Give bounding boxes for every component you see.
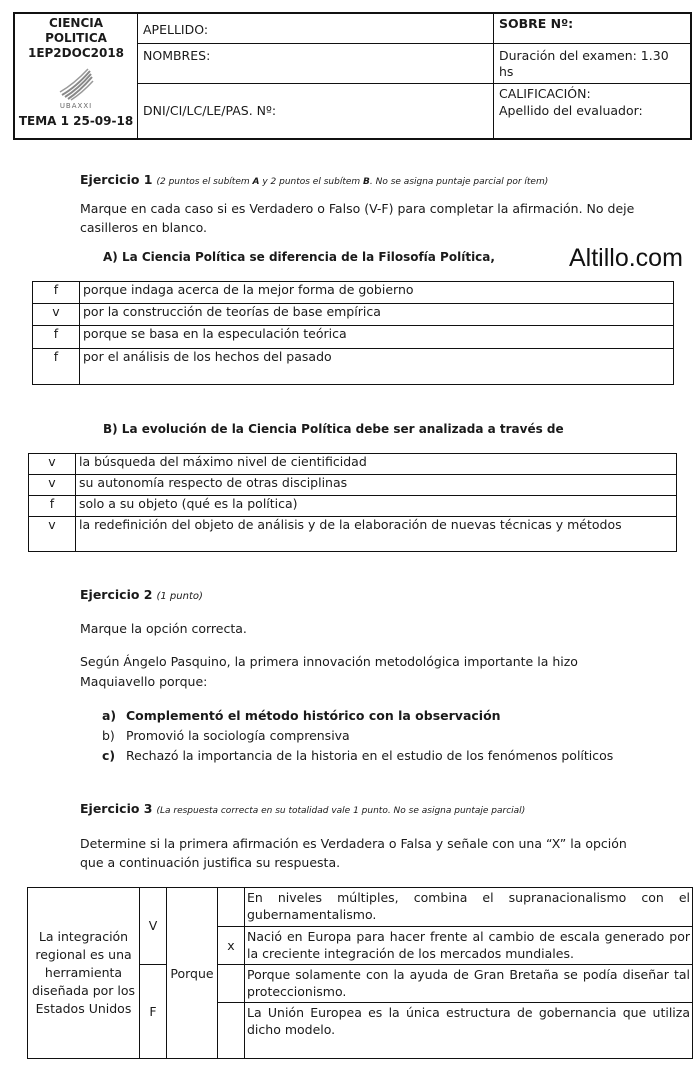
option-b[interactable] [102,726,350,746]
row-text: la redefinición del objeto de análisis y de la elaboración de nuevas técnicas y métodos [76,517,677,552]
ej1-a-table [32,281,674,385]
ej1-b-title: B) La evolución de la Ciencia Política debe ser analizada a través de [103,422,564,436]
row-text: por el análisis de los hechos del pasado [80,349,674,385]
ej1-b-table [28,453,677,552]
answer-mark[interactable]: v [29,475,76,496]
ej3-note: (La respuesta correcta en su totalidad vale 1 punto. No se asigna puntaje parcial) [156,806,526,816]
answer-mark[interactable]: f [33,326,80,349]
justification-mark[interactable] [218,888,245,927]
justification-mark[interactable] [218,965,245,1003]
justification-text: Nació en Europa para hacer frente al cambio de escala generado por la creciente integración de los mercados mundiales. [245,927,693,965]
ej1-instruction-2: casilleros en blanco. [80,220,208,235]
table-row [28,888,693,927]
ej3-heading [80,800,525,820]
table-row [33,349,674,385]
table-row [29,517,677,552]
ej1-note-mid: y 2 puntos el subítem [259,177,364,187]
option-a[interactable] [102,706,501,726]
option-label: b) [102,728,115,743]
ej3-title: Ejercicio 3 [80,801,153,816]
statement-cell: La integración regional es una herramienta diseñada por los Estados Unidos [28,888,140,1059]
row-text: solo a su objeto (qué es la política) [76,496,677,517]
calificacion-cell[interactable] [494,83,692,139]
exam-code: 1EP2DOC2018 [27,46,125,60]
ej3-instruction-2: que a continuación justifica su respuesta. [80,855,341,870]
ej1-instruction-1: Marque en cada caso si es Verdadero o Falso (V-F) para completar la afirmación. No deje [80,201,635,216]
ej1-heading [80,171,548,191]
nombres-field[interactable] [138,43,494,83]
row-text: porque se basa en la especulación teórica [80,326,674,349]
porque-cell: Porque [167,888,218,1059]
ej2-question-1: Según Ángelo Pasquino, la primera innovación metodológica importante la hizo [80,654,578,669]
ej2-heading [80,586,203,606]
option-label: a) [102,708,117,723]
ej1-a-title: A) La Ciencia Política se diferencia de la Filosofía Política, [103,250,495,264]
dni-label: DNI/CI/LC/LE/PAS. Nº: [143,103,277,119]
sobre-field[interactable] [494,13,692,43]
uba-logo-text: UBAXXI [59,102,93,110]
ej1-note-pre: (2 puntos el subítem [156,177,253,187]
justification-text: Porque solamente con la ayuda de Gran Bretaña se podía diseñar tal proteccionismo. [245,965,693,1003]
answer-mark[interactable]: v [29,517,76,552]
table-row [29,475,677,496]
option-text: Complementó el método histórico con la observación [126,708,501,723]
ej3-table [27,887,693,1059]
altillo-watermark: Altillo.com [569,244,683,272]
true-option[interactable]: V [140,888,167,965]
ej1-note-post: . No se asigna puntaje parcial por ítem) [369,177,549,187]
table-row [29,454,677,475]
exam-header [13,12,692,140]
option-text: Rechazó la importancia de la historia en el estudio de los fenómenos políticos [126,748,614,763]
tema-date: TEMA 1 25-09-18 [18,114,134,128]
ej2-question-2: Maquiavello porque: [80,674,208,689]
sobre-label: SOBRE Nº: [499,16,574,31]
duracion-cell [494,43,692,83]
answer-mark[interactable]: f [33,282,80,304]
ej2-note: (1 punto) [156,591,203,602]
justification-mark[interactable]: x [218,927,245,965]
false-option[interactable]: F [140,965,167,1059]
apellido-label: APELLIDO: [143,22,209,37]
table-row [33,282,674,304]
ej2-instruction: Marque la opción correcta. [80,621,247,636]
calificacion-label: CALIFICACIÓN: [499,85,591,101]
table-row [33,326,674,349]
table-row [33,304,674,326]
exam-info-cell [14,13,138,139]
ej2-title: Ejercicio 2 [80,587,153,602]
row-text: porque indaga acerca de la mejor forma de gobierno [80,282,674,304]
ej1-title: Ejercicio 1 [80,172,153,187]
justification-text: En niveles múltiples, combina el supranacionalismo con el gubernamentalismo. [245,888,693,927]
dni-field[interactable] [138,83,494,139]
answer-mark[interactable]: f [33,349,80,385]
answer-mark[interactable]: v [33,304,80,326]
evaluador-label: Apellido del evaluador: [499,102,643,118]
subject-name: CIENCIA POLITICA [45,16,107,45]
row-text: por la construcción de teorías de base empírica [80,304,674,326]
answer-mark[interactable]: f [29,496,76,517]
duracion-text: Duración del examen: 1.30 hs [499,47,669,79]
justification-text: La Unión Europea es la única estructura de gobernancia que utiliza dicho modelo. [245,1003,693,1059]
table-row [29,496,677,517]
option-c[interactable] [102,746,613,766]
apellido-field[interactable] [138,13,494,43]
row-text: la búsqueda del máximo nivel de cientificidad [76,454,677,475]
uba-logo-icon [56,67,96,101]
option-label: c) [102,748,116,763]
option-text: Promovió la sociología comprensiva [126,728,350,743]
ej1-note-b: B [363,177,370,187]
ej3-instruction-1: Determine si la primera afirmación es Verdadera o Falsa y señale con una “X” la opción [80,836,627,851]
answer-mark[interactable]: v [29,454,76,475]
row-text: su autonomía respecto de otras disciplinas [76,475,677,496]
nombres-label: NOMBRES: [143,47,211,63]
ej1-note-a: A [252,177,260,187]
justification-mark[interactable] [218,1003,245,1059]
